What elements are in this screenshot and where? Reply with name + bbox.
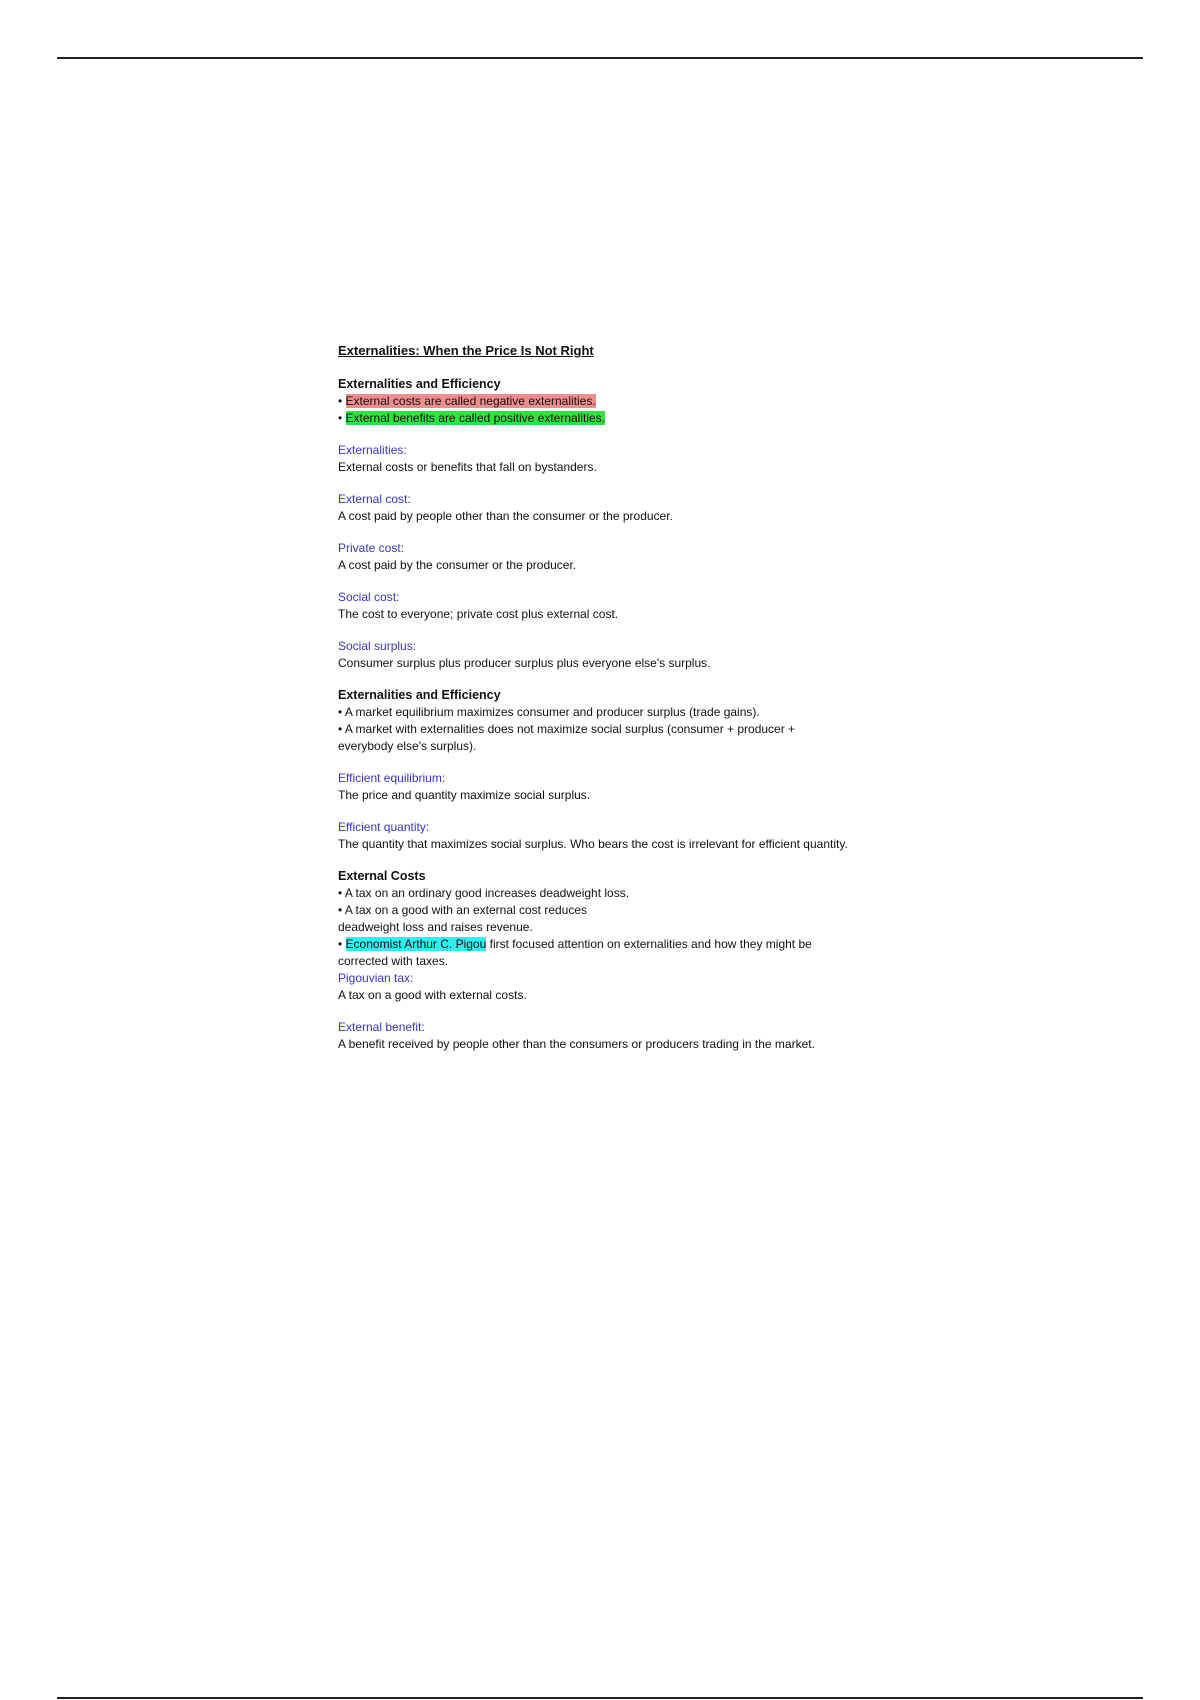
- highlight-red: External costs are called negative externalities.: [345, 394, 596, 408]
- highlight-cyan: Economist Arthur C. Pigou: [345, 937, 487, 951]
- footer-rule: [57, 1697, 1143, 1699]
- definition-efficient-equilibrium: The price and quantity maximize social surplus.: [338, 788, 591, 802]
- definition-externalities: External costs or benefits that fall on bystanders.: [338, 460, 597, 474]
- term-social-cost: Social cost:: [338, 590, 400, 604]
- term-social-surplus: Social surplus:: [338, 639, 417, 653]
- term-efficient-equilibrium: Efficient equilibrium:: [338, 771, 446, 785]
- term-external-cost: External cost:: [338, 492, 411, 506]
- section-heading-external-costs: External Costs: [338, 869, 426, 883]
- bullet-pigou-continued: corrected with taxes.: [338, 954, 449, 968]
- term-external-benefit: External benefit:: [338, 1020, 425, 1034]
- bullet-text: A market with externalities does not maximize social surplus (consumer + producer + everybody else's surplus).: [338, 722, 796, 753]
- definition-external-cost: A cost paid by people other than the consumer or the producer.: [338, 509, 673, 523]
- bullet-market-equilibrium: • A market equilibrium maximizes consumer and producer surplus (trade gains).: [338, 705, 760, 719]
- bullet-negative-externalities: • External costs are called negative externalities.: [338, 394, 596, 408]
- term-private-cost: Private cost:: [338, 541, 405, 555]
- bullet-pigou: • Economist Arthur C. Pigou first focused attention on externalities and how they might be: [338, 937, 812, 951]
- definition-pigouvian-tax: A tax on a good with external costs.: [338, 988, 527, 1002]
- definition-social-surplus: Consumer surplus plus producer surplus plus everyone else's surplus.: [338, 656, 711, 670]
- section-heading-externalities-efficiency-1: Externalities and Efficiency: [338, 377, 501, 391]
- document-body: [338, 342, 918, 1053]
- bullet-tax-ordinary-good: • A tax on an ordinary good increases deadweight loss.: [338, 886, 630, 900]
- definition-private-cost: A cost paid by the consumer or the producer.: [338, 558, 577, 572]
- header-rule: [57, 57, 1143, 59]
- definition-social-cost: The cost to everyone; private cost plus external cost.: [338, 607, 619, 621]
- bullet-market-externalities: • A market with externalities does not maximize social surplus (consumer + producer + everybody else's surplus).: [338, 722, 796, 753]
- bullet-text: first focused attention on externalities and how they might be: [486, 937, 812, 951]
- section-heading-externalities-efficiency-2: Externalities and Efficiency: [338, 688, 501, 702]
- bullet-text: A tax on an ordinary good increases deadweight loss.: [344, 886, 630, 900]
- document-title: Externalities: When the Price Is Not Right: [338, 343, 594, 358]
- term-externalities: Externalities:: [338, 443, 407, 457]
- bullet-tax-external-cost: • A tax on a good with an external cost reduces: [338, 903, 588, 917]
- term-efficient-quantity: Efficient quantity:: [338, 820, 430, 834]
- bullet-text: A market equilibrium maximizes consumer and producer surplus (trade gains).: [344, 705, 760, 719]
- definition-external-benefit: A benefit received by people other than the consumers or producers trading in the market.: [338, 1037, 815, 1051]
- bullet-text: A tax on a good with an external cost reduces: [344, 903, 588, 917]
- bullet-tax-external-cost-continued: deadweight loss and raises revenue.: [338, 920, 533, 934]
- bullet-positive-externalities: • External benefits are called positive externalities.: [338, 411, 606, 425]
- highlight-green: External benefits are called positive externalities.: [345, 411, 606, 425]
- term-pigouvian-tax: Pigouvian tax:: [338, 971, 414, 985]
- definition-efficient-quantity: The quantity that maximizes social surplus. Who bears the cost is irrelevant for efficient quantity.: [338, 837, 848, 851]
